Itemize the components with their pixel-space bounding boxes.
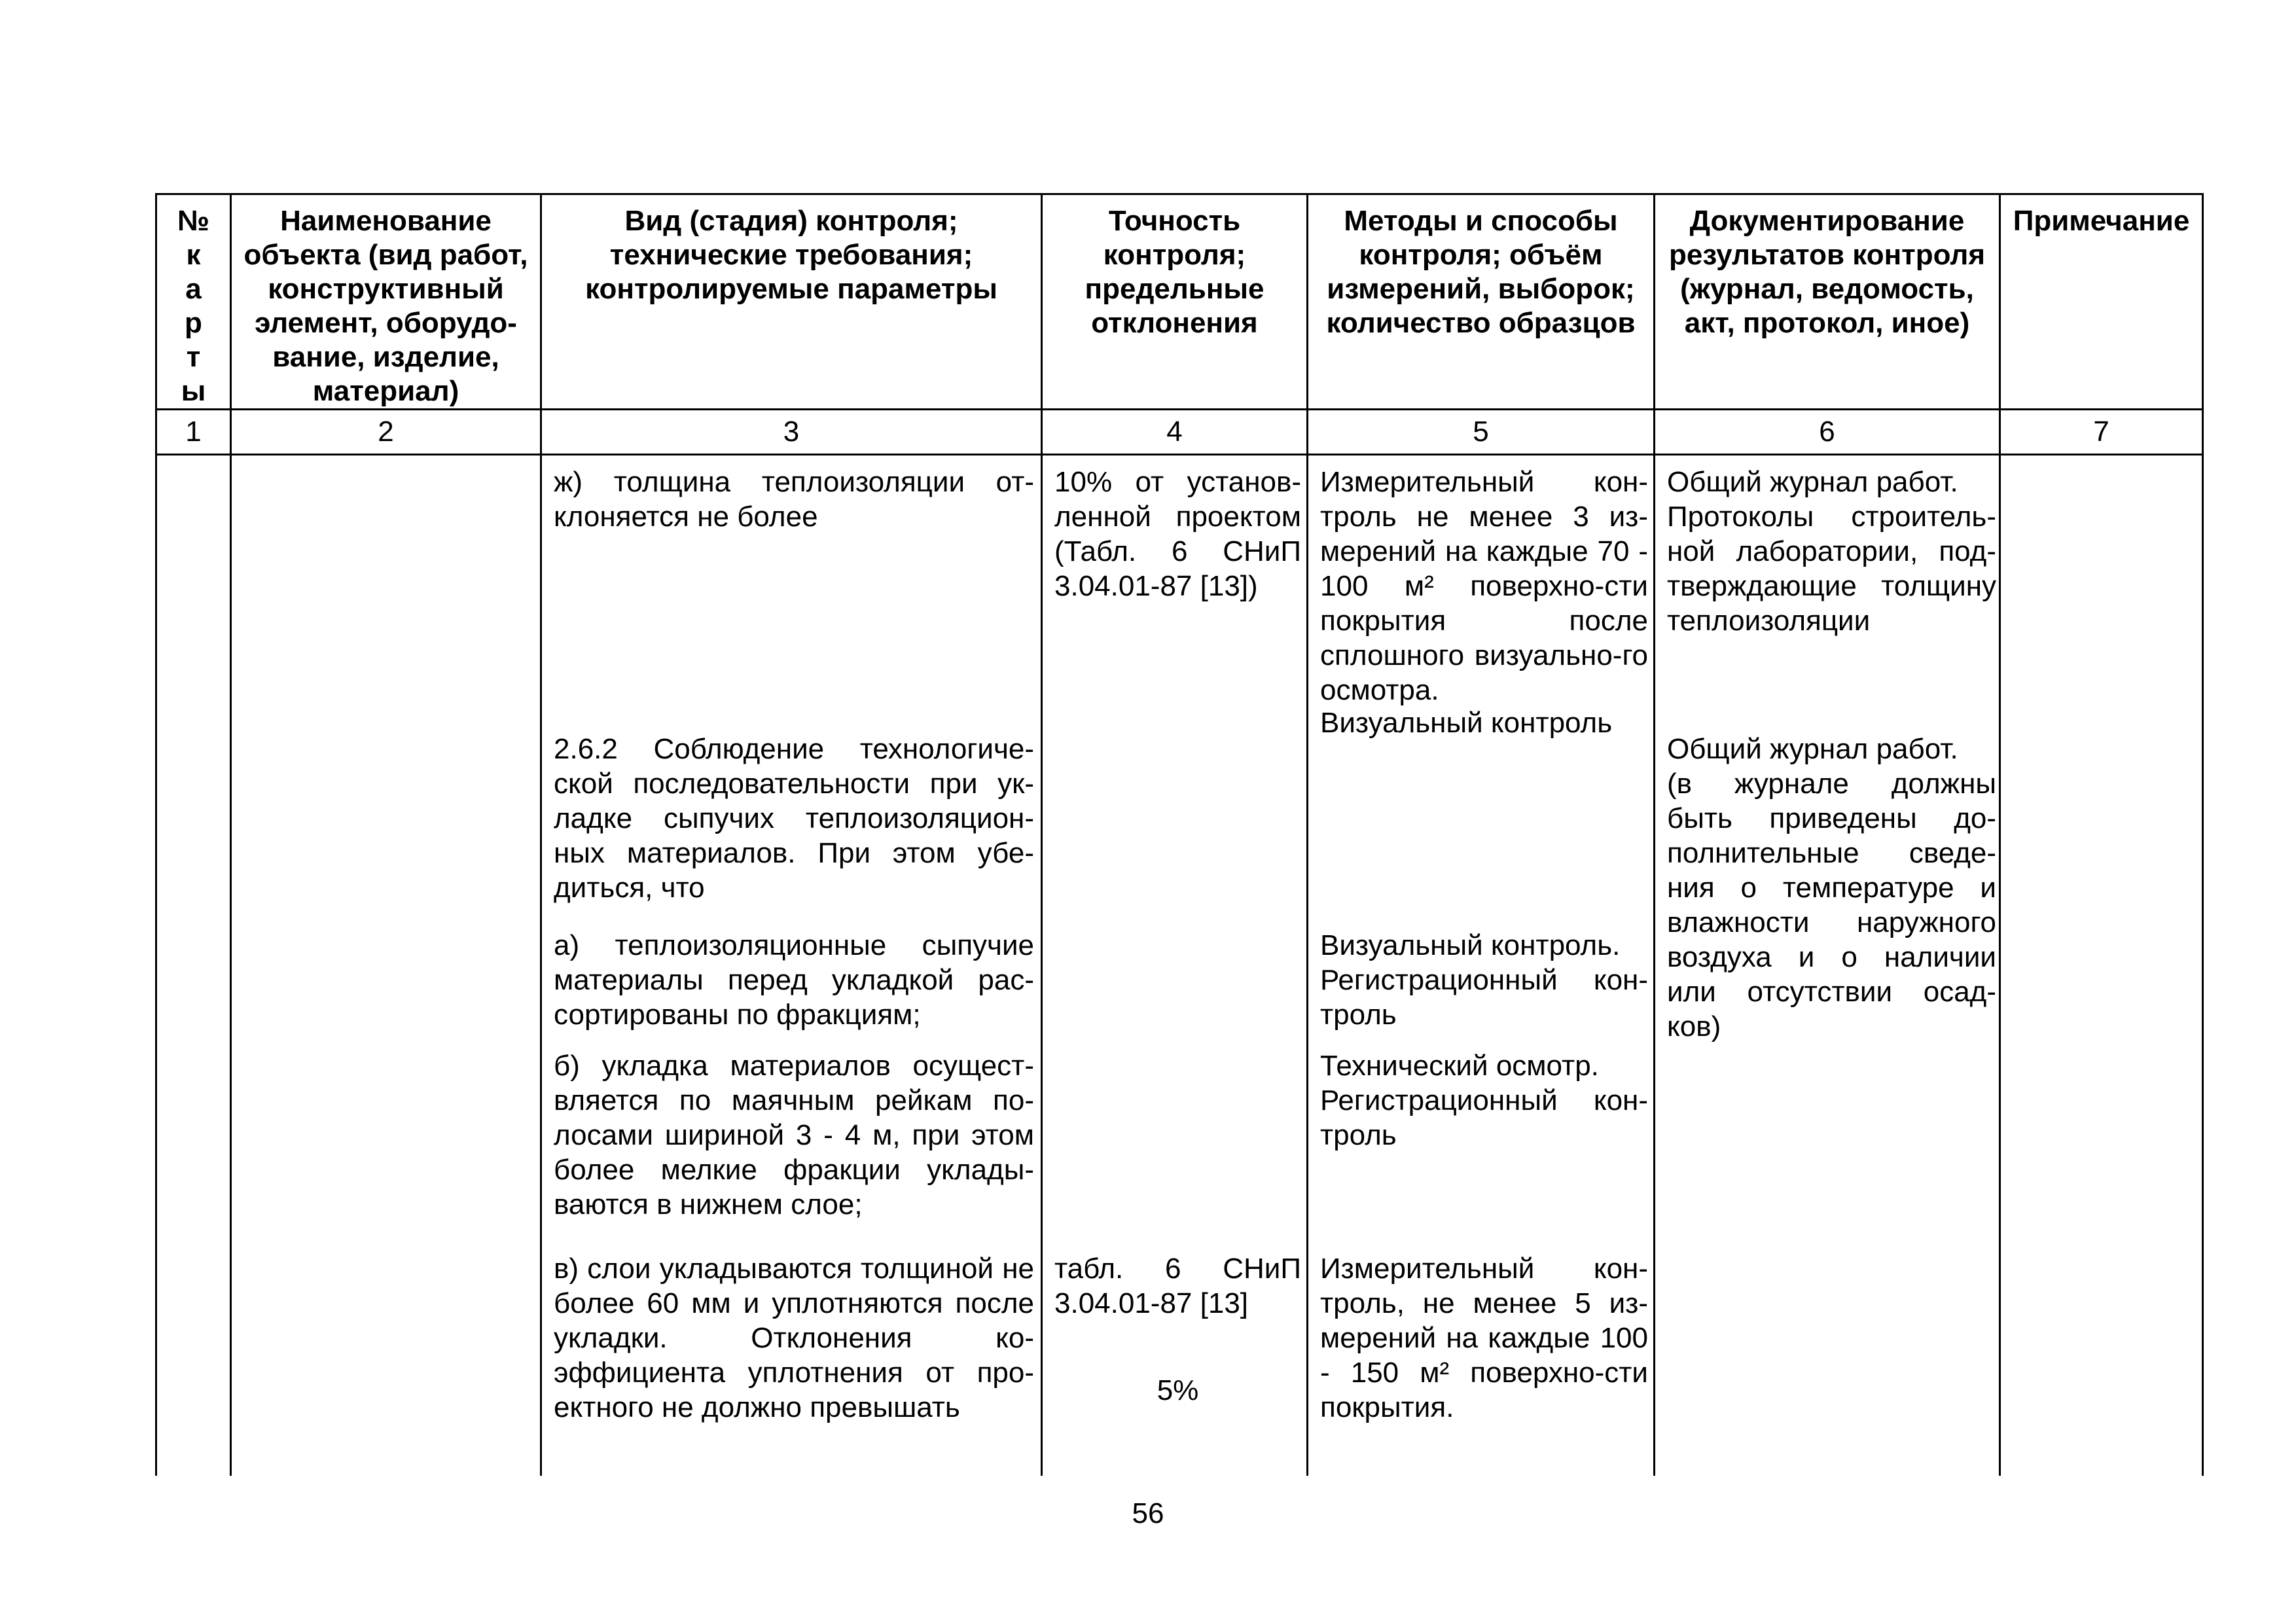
method-a-visual: Визуальный контроль.: [1320, 929, 1621, 961]
doc-zh-protocols: Протоколы строитель-ной лаборатории, под-тверждающие толщину теплоизоляции: [1667, 501, 1996, 637]
table-row: [156, 455, 2203, 1476]
accuracy-zh: 10% от установ-ленной проектом (Табл. 6 СНиП 3.04.01-87 [13]): [1054, 466, 1301, 602]
item-b: б) укладка материалов осущест-вляется по маячным рейкам по-лосами шириной 3 - 4 м, при этом более мелкие фракции уклады-ваются в нижнем слое;: [554, 1050, 1034, 1221]
doc-zh-journal: Общий журнал работ.: [1667, 466, 1958, 498]
accuracy-cell: [1042, 455, 1308, 1476]
header-accuracy: Точность контроля; предельные отклонения: [1042, 194, 1308, 410]
documentation-cell: [1655, 455, 2000, 1476]
control-table: [155, 193, 2204, 1476]
item-a: а) теплоизоляционные сыпучие материалы перед укладкой рас-сортированы по фракциям;: [554, 929, 1034, 1031]
column-number: 5: [1308, 410, 1655, 455]
card-number-cell: [156, 455, 231, 1476]
note-cell: [2000, 455, 2203, 1476]
object-name-cell: [231, 455, 541, 1476]
column-number-row: [156, 410, 2203, 455]
doc-s-journal: Общий журнал работ.: [1667, 733, 1958, 765]
method-zh-visual: Визуальный контроль: [1320, 707, 1613, 739]
accuracy-v-percent: 5%: [1157, 1374, 1199, 1406]
page-number: 56: [1132, 1497, 1164, 1529]
methods-cell: [1308, 455, 1655, 1476]
header-methods: Методы и способы контроля; объём измерений, выборок; количество образцов: [1308, 194, 1655, 410]
requirements-cell: [541, 455, 1042, 1476]
header-row: [156, 194, 2203, 410]
method-a-registration: Регистрационный кон-троль: [1320, 964, 1648, 1031]
header-object-name: Наименование объекта (вид работ, конструктивный элемент, оборудо-вание, изделие, материал): [231, 194, 541, 410]
item-v: в) слои укладываются толщиной не более 60 мм и уплотняются после укладки. Отклонения ко-эффициента уплотнения от про-ектного не должно превышать: [554, 1253, 1034, 1423]
method-v: Измерительный кон-троль, не менее 5 из-мерений на каждые 100 - 150 м² поверхно-сти покрытия.: [1320, 1253, 1648, 1423]
item-2-6-2: 2.6.2 Соблюдение технологиче-ской последовательности при ук-ладке сыпучих теплоизоляцион-ных материалов. При этом убе-диться, что: [554, 733, 1034, 904]
column-number: 7: [2000, 410, 2203, 455]
method-zh: Измерительный кон-троль не менее 3 из-мерений на каждые 70 - 100 м² поверхно-сти покрытия после сплошного визуально-го осмотра.: [1320, 466, 1648, 706]
column-number: 1: [156, 410, 231, 455]
header-control-type: Вид (стадия) контроля; технические требования; контролируемые параметры: [541, 194, 1042, 410]
item-zh: ж) толщина теплоизоляции от-клоняется не более: [554, 466, 1034, 533]
header-card-number: № к а р т ы: [156, 194, 231, 410]
method-b-registration: Регистрационный кон-троль: [1320, 1084, 1648, 1151]
header-documentation: Документирование результатов контроля (журнал, ведомость, акт, протокол, иное): [1655, 194, 2000, 410]
method-b-inspection: Технический осмотр.: [1320, 1050, 1599, 1082]
column-number: 6: [1655, 410, 2000, 455]
column-number: 3: [541, 410, 1042, 455]
accuracy-v: табл. 6 СНиП 3.04.01-87 [13]: [1054, 1253, 1301, 1319]
column-number: 2: [231, 410, 541, 455]
header-note: Примечание: [2000, 194, 2203, 410]
column-number: 4: [1042, 410, 1308, 455]
doc-s-details: (в журнале должны быть приведены до-полнительные сведе-ния о температуре и влажности наружного воздуха и о наличии или отсутствии осад-ков): [1667, 768, 1996, 1043]
